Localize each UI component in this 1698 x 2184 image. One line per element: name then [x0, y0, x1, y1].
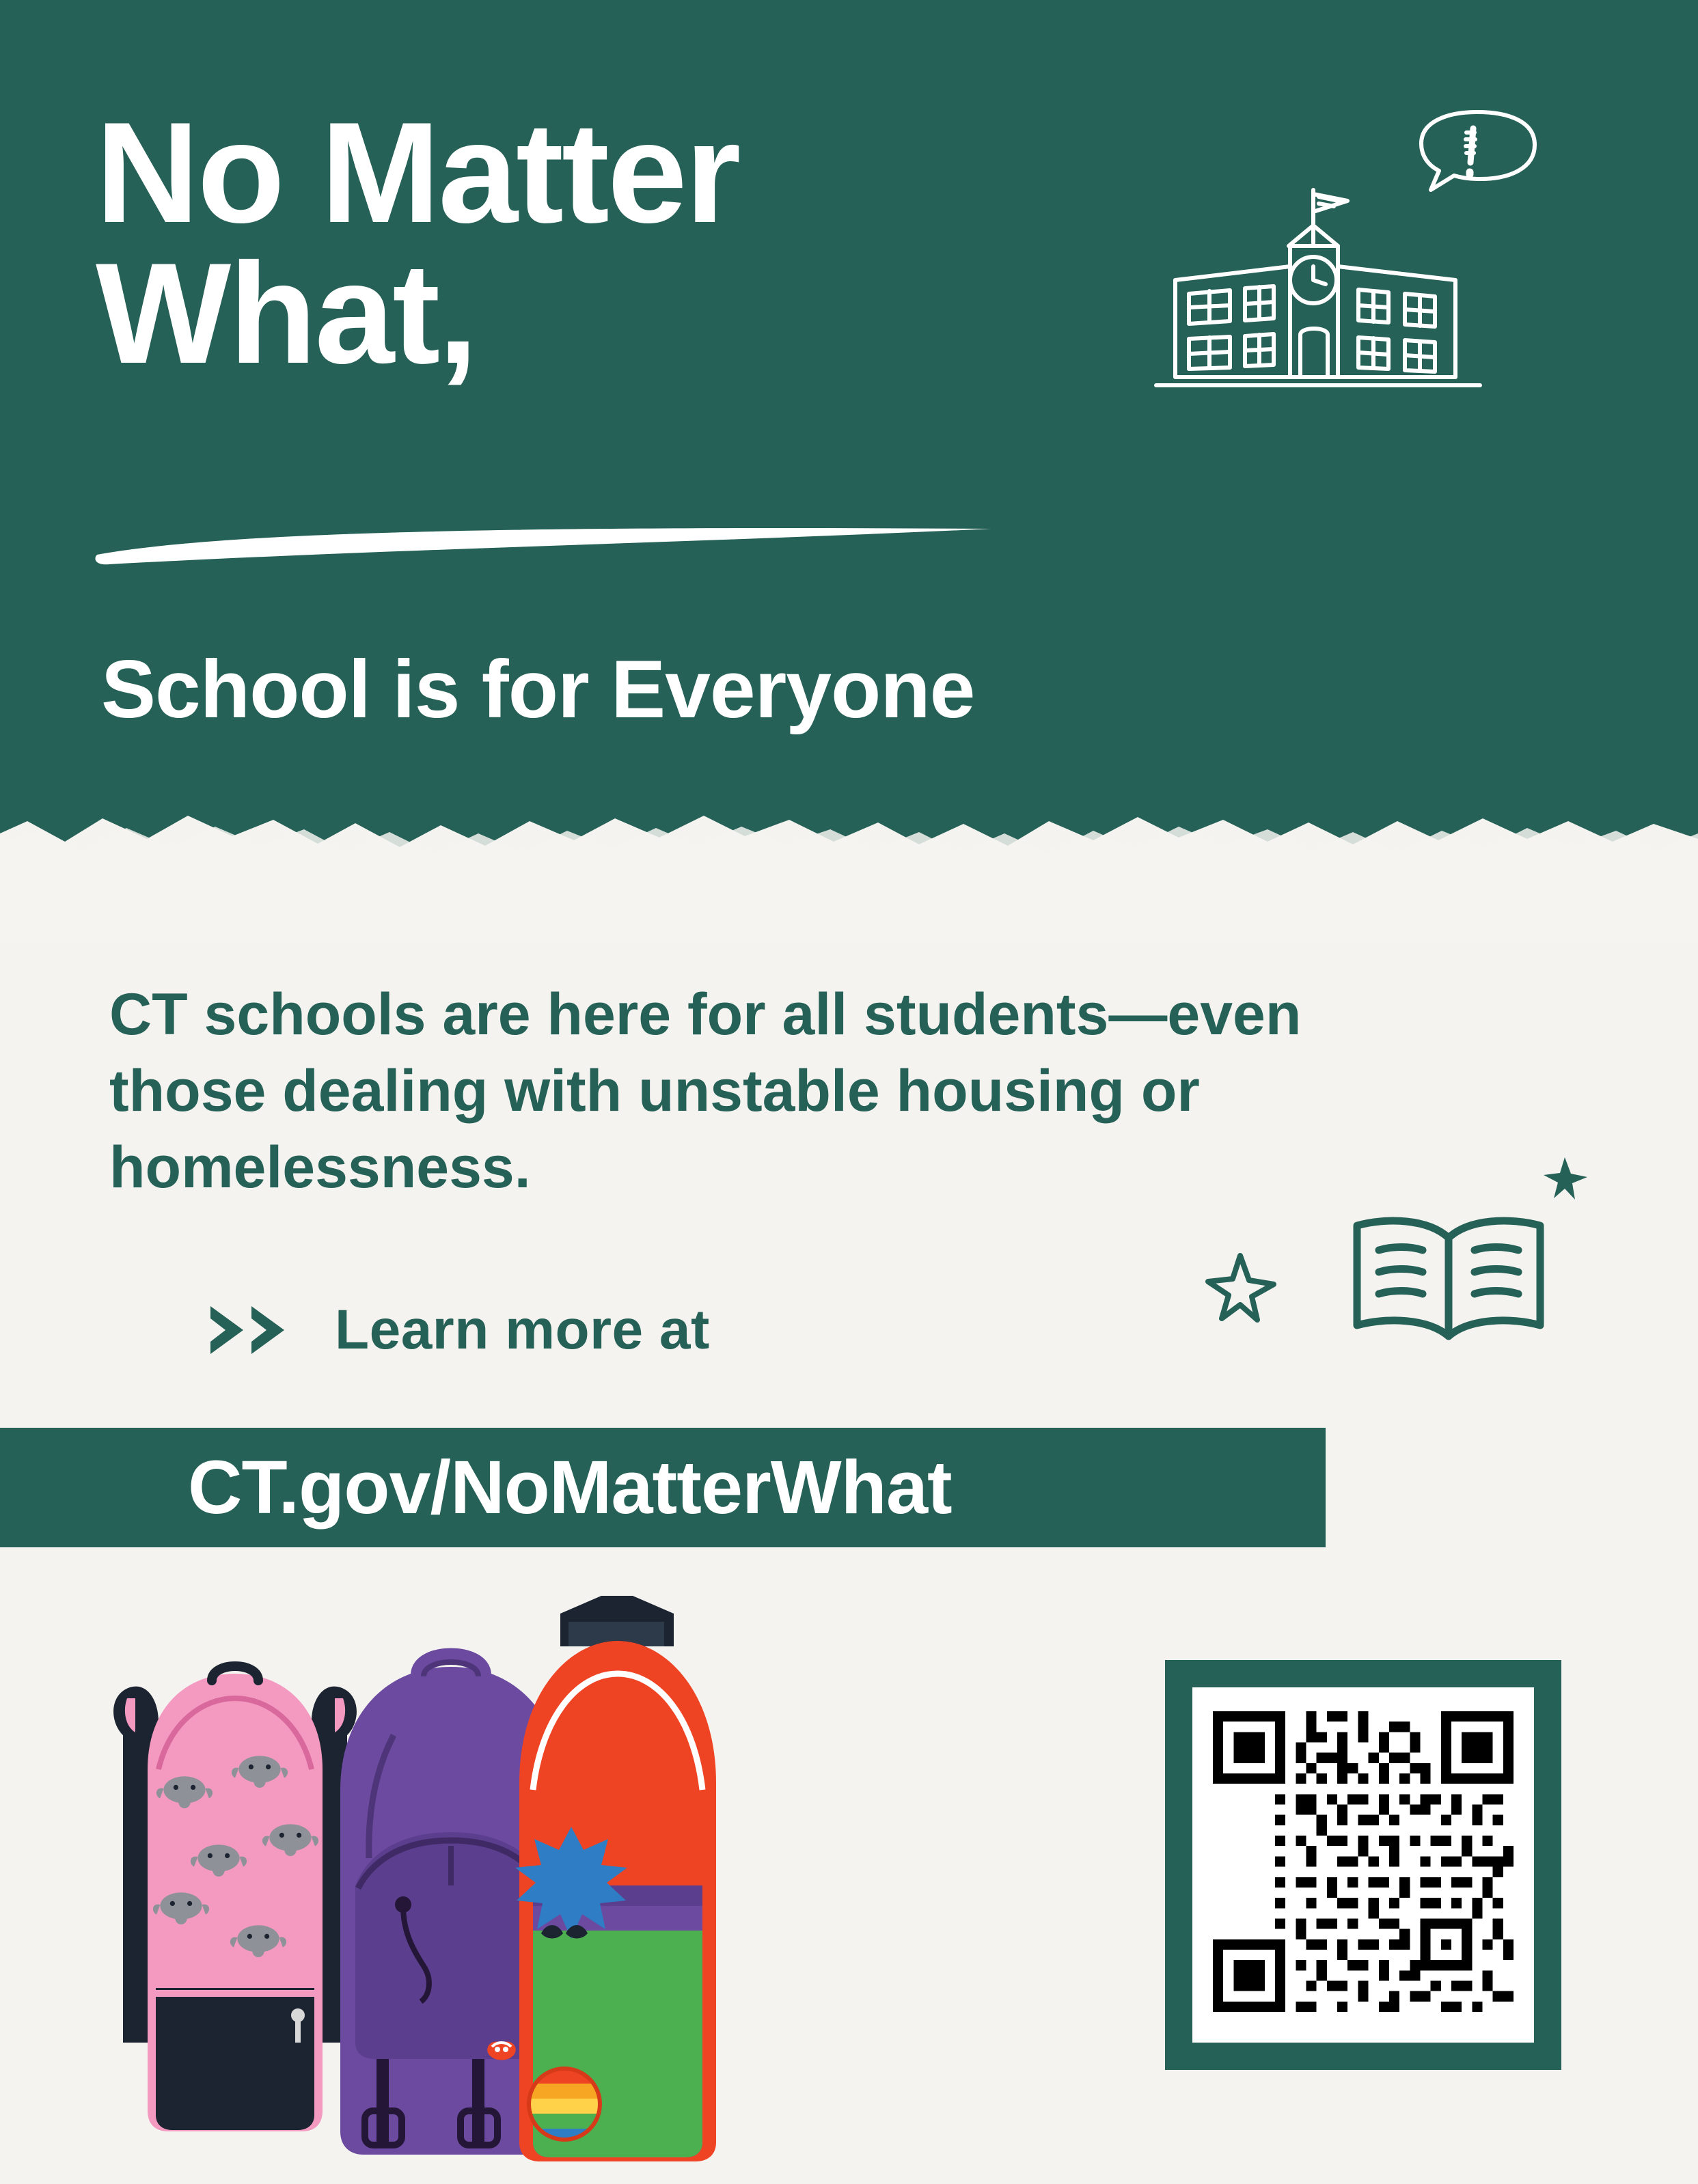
star-small-icon: [1541, 1155, 1589, 1202]
body-text-2: or: [1124, 1058, 1200, 1124]
poster-headline: [96, 92, 1257, 393]
headline-line-2: What,: [96, 232, 476, 393]
url-banner: [0, 1428, 1326, 1547]
learn-more-row: [205, 1298, 710, 1362]
body-copy: [109, 977, 1408, 1206]
url-link[interactable]: CT.gov/NoMatterWhat: [188, 1446, 952, 1530]
pink-backpack-icon: [113, 1666, 357, 2131]
body-bold-1: unstable housing: [638, 1058, 1125, 1124]
open-book-icon: [1339, 1202, 1558, 1359]
poster-subhead: School is for Everyone: [101, 644, 975, 735]
learn-more-label: Learn more at: [335, 1299, 710, 1361]
qr-code-icon[interactable]: [1213, 1711, 1514, 2012]
headline-line-1: No Matter: [96, 92, 739, 253]
star-sparkle-icon: [1203, 1250, 1278, 1325]
underline-swoosh: [89, 519, 1004, 574]
backpacks-illustration: [82, 1564, 1004, 2166]
body-text-1: CT schools are here for all students—even those dealing with: [109, 982, 1302, 1124]
double-chevron-right-icon: [205, 1299, 307, 1361]
orange-backpack-icon: [515, 1596, 716, 2161]
school-building-doodle-icon: [1093, 109, 1572, 588]
body-bold-2: homelessness.: [109, 1134, 531, 1200]
